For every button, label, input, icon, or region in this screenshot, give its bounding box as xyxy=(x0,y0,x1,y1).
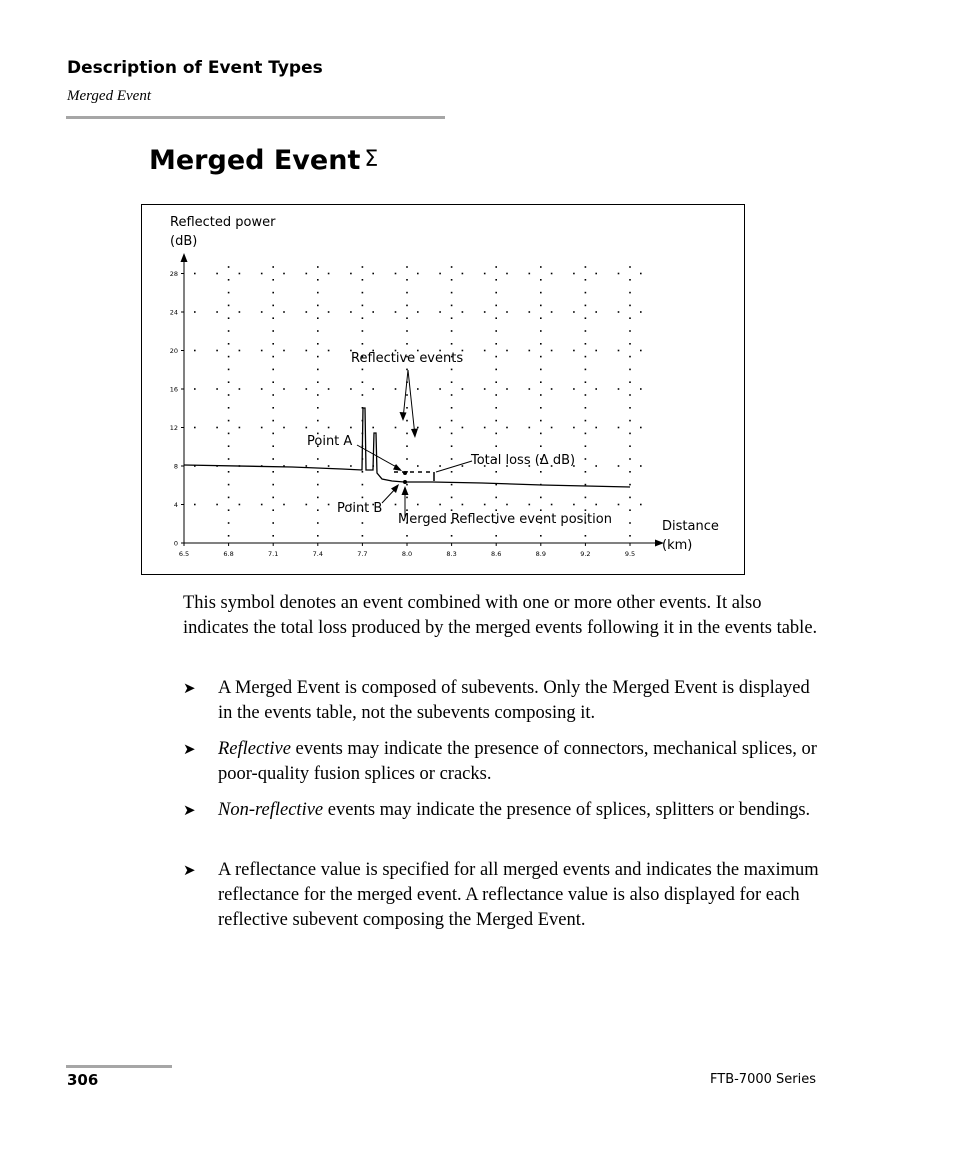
x-axis-label-unit: (km) xyxy=(662,538,693,553)
section-header-title: Description of Event Types xyxy=(67,58,323,78)
arrow-head-icon xyxy=(402,486,409,495)
total-loss-leader xyxy=(436,461,472,472)
x-tick-label: 8.0 xyxy=(401,550,413,558)
bullet-text: A reflectance value is specified for all merged events and indicates the maximum reflectance for the merged event. A reflectance value is also displayed for each reflective subevent composing the Merged Event. xyxy=(218,860,819,930)
bullet-text xyxy=(218,737,828,787)
product-series: FTB-7000 Series xyxy=(710,1072,816,1087)
y-tick-label: 28 xyxy=(169,270,178,278)
bullet-body: events may indicate the presence of connectors, mechanical splices, or poor-quality fusion splices or cracks. xyxy=(218,739,817,784)
bullet-arrow-icon: ➤ xyxy=(183,740,196,758)
section-header-subtitle: Merged Event xyxy=(67,88,151,104)
y-tick-label: 16 xyxy=(169,385,178,394)
reflective-events-label: Reflective events xyxy=(351,351,464,366)
merged-position-label: Merged Reflective event position xyxy=(398,512,612,527)
x-tick-label: 6.5 xyxy=(178,550,190,558)
y-tick-label: 0 xyxy=(173,539,178,548)
arrow-head-icon xyxy=(393,464,402,471)
bullet-text xyxy=(218,798,828,823)
x-tick-label: 8.3 xyxy=(446,550,457,558)
x-tick-label: 7.1 xyxy=(268,550,279,558)
bullet-body: events may indicate the presence of splices, splitters or bendings. xyxy=(323,800,811,820)
x-axis-label: Distance xyxy=(662,519,719,534)
x-tick-label: 8.9 xyxy=(535,550,546,558)
x-tick-label: 9.2 xyxy=(580,550,591,558)
y-tick-label: 4 xyxy=(173,501,178,509)
y-tick-label: 12 xyxy=(169,424,178,432)
x-tick-label: 7.4 xyxy=(312,550,323,558)
point-b-label: Point B xyxy=(337,501,383,516)
y-axis-label: Reflected power xyxy=(170,215,276,230)
arrow-head-icon xyxy=(400,412,407,421)
point-marker xyxy=(403,480,407,484)
bullet-text: A Merged Event is composed of subevents. Only the Merged Event is displayed in the events table, not the subevents composing it. xyxy=(218,678,810,723)
x-tick-label: 9.5 xyxy=(624,550,636,558)
reflective-events-arrow xyxy=(408,370,415,436)
total-loss-label: Total loss (Δ dB) xyxy=(471,453,576,468)
bullet-emphasis: Non-reflective xyxy=(218,800,324,820)
point-a-label: Point A xyxy=(307,434,353,449)
x-tick-label: 6.8 xyxy=(223,550,234,558)
header-divider xyxy=(66,116,445,119)
y-tick-label: 24 xyxy=(169,308,178,317)
bullet-emphasis: Reflective xyxy=(218,739,291,759)
x-tick-label: 8.6 xyxy=(491,550,502,558)
y-axis-arrow-icon xyxy=(181,253,188,262)
intro-paragraph: This symbol denotes an event combined with one or more other events. It also indicates the total loss produced by the merged events following it in the events table. xyxy=(183,593,818,638)
bullet-arrow-icon: ➤ xyxy=(183,801,196,819)
sigma-symbol-icon: Σ xyxy=(364,147,379,172)
y-axis-label-unit: (dB) xyxy=(170,234,198,249)
page-number: 306 xyxy=(67,1071,99,1089)
y-tick-labels xyxy=(170,270,184,548)
chart-grid xyxy=(194,266,642,536)
otdr-trace-figure xyxy=(141,204,745,575)
x-tick-labels xyxy=(179,543,635,558)
page-title xyxy=(149,145,378,176)
x-tick-label: 7.7 xyxy=(357,550,368,558)
point-a-leader xyxy=(357,445,400,469)
y-tick-label: 8 xyxy=(173,462,178,471)
page-title-text: Merged Event xyxy=(149,145,361,176)
bullet-arrow-icon: ➤ xyxy=(183,861,196,879)
footer-divider xyxy=(66,1065,172,1068)
bullet-arrow-icon: ➤ xyxy=(183,679,196,697)
arrow-head-icon xyxy=(411,429,418,439)
y-tick-label: 20 xyxy=(169,347,178,355)
point-marker xyxy=(403,471,407,475)
